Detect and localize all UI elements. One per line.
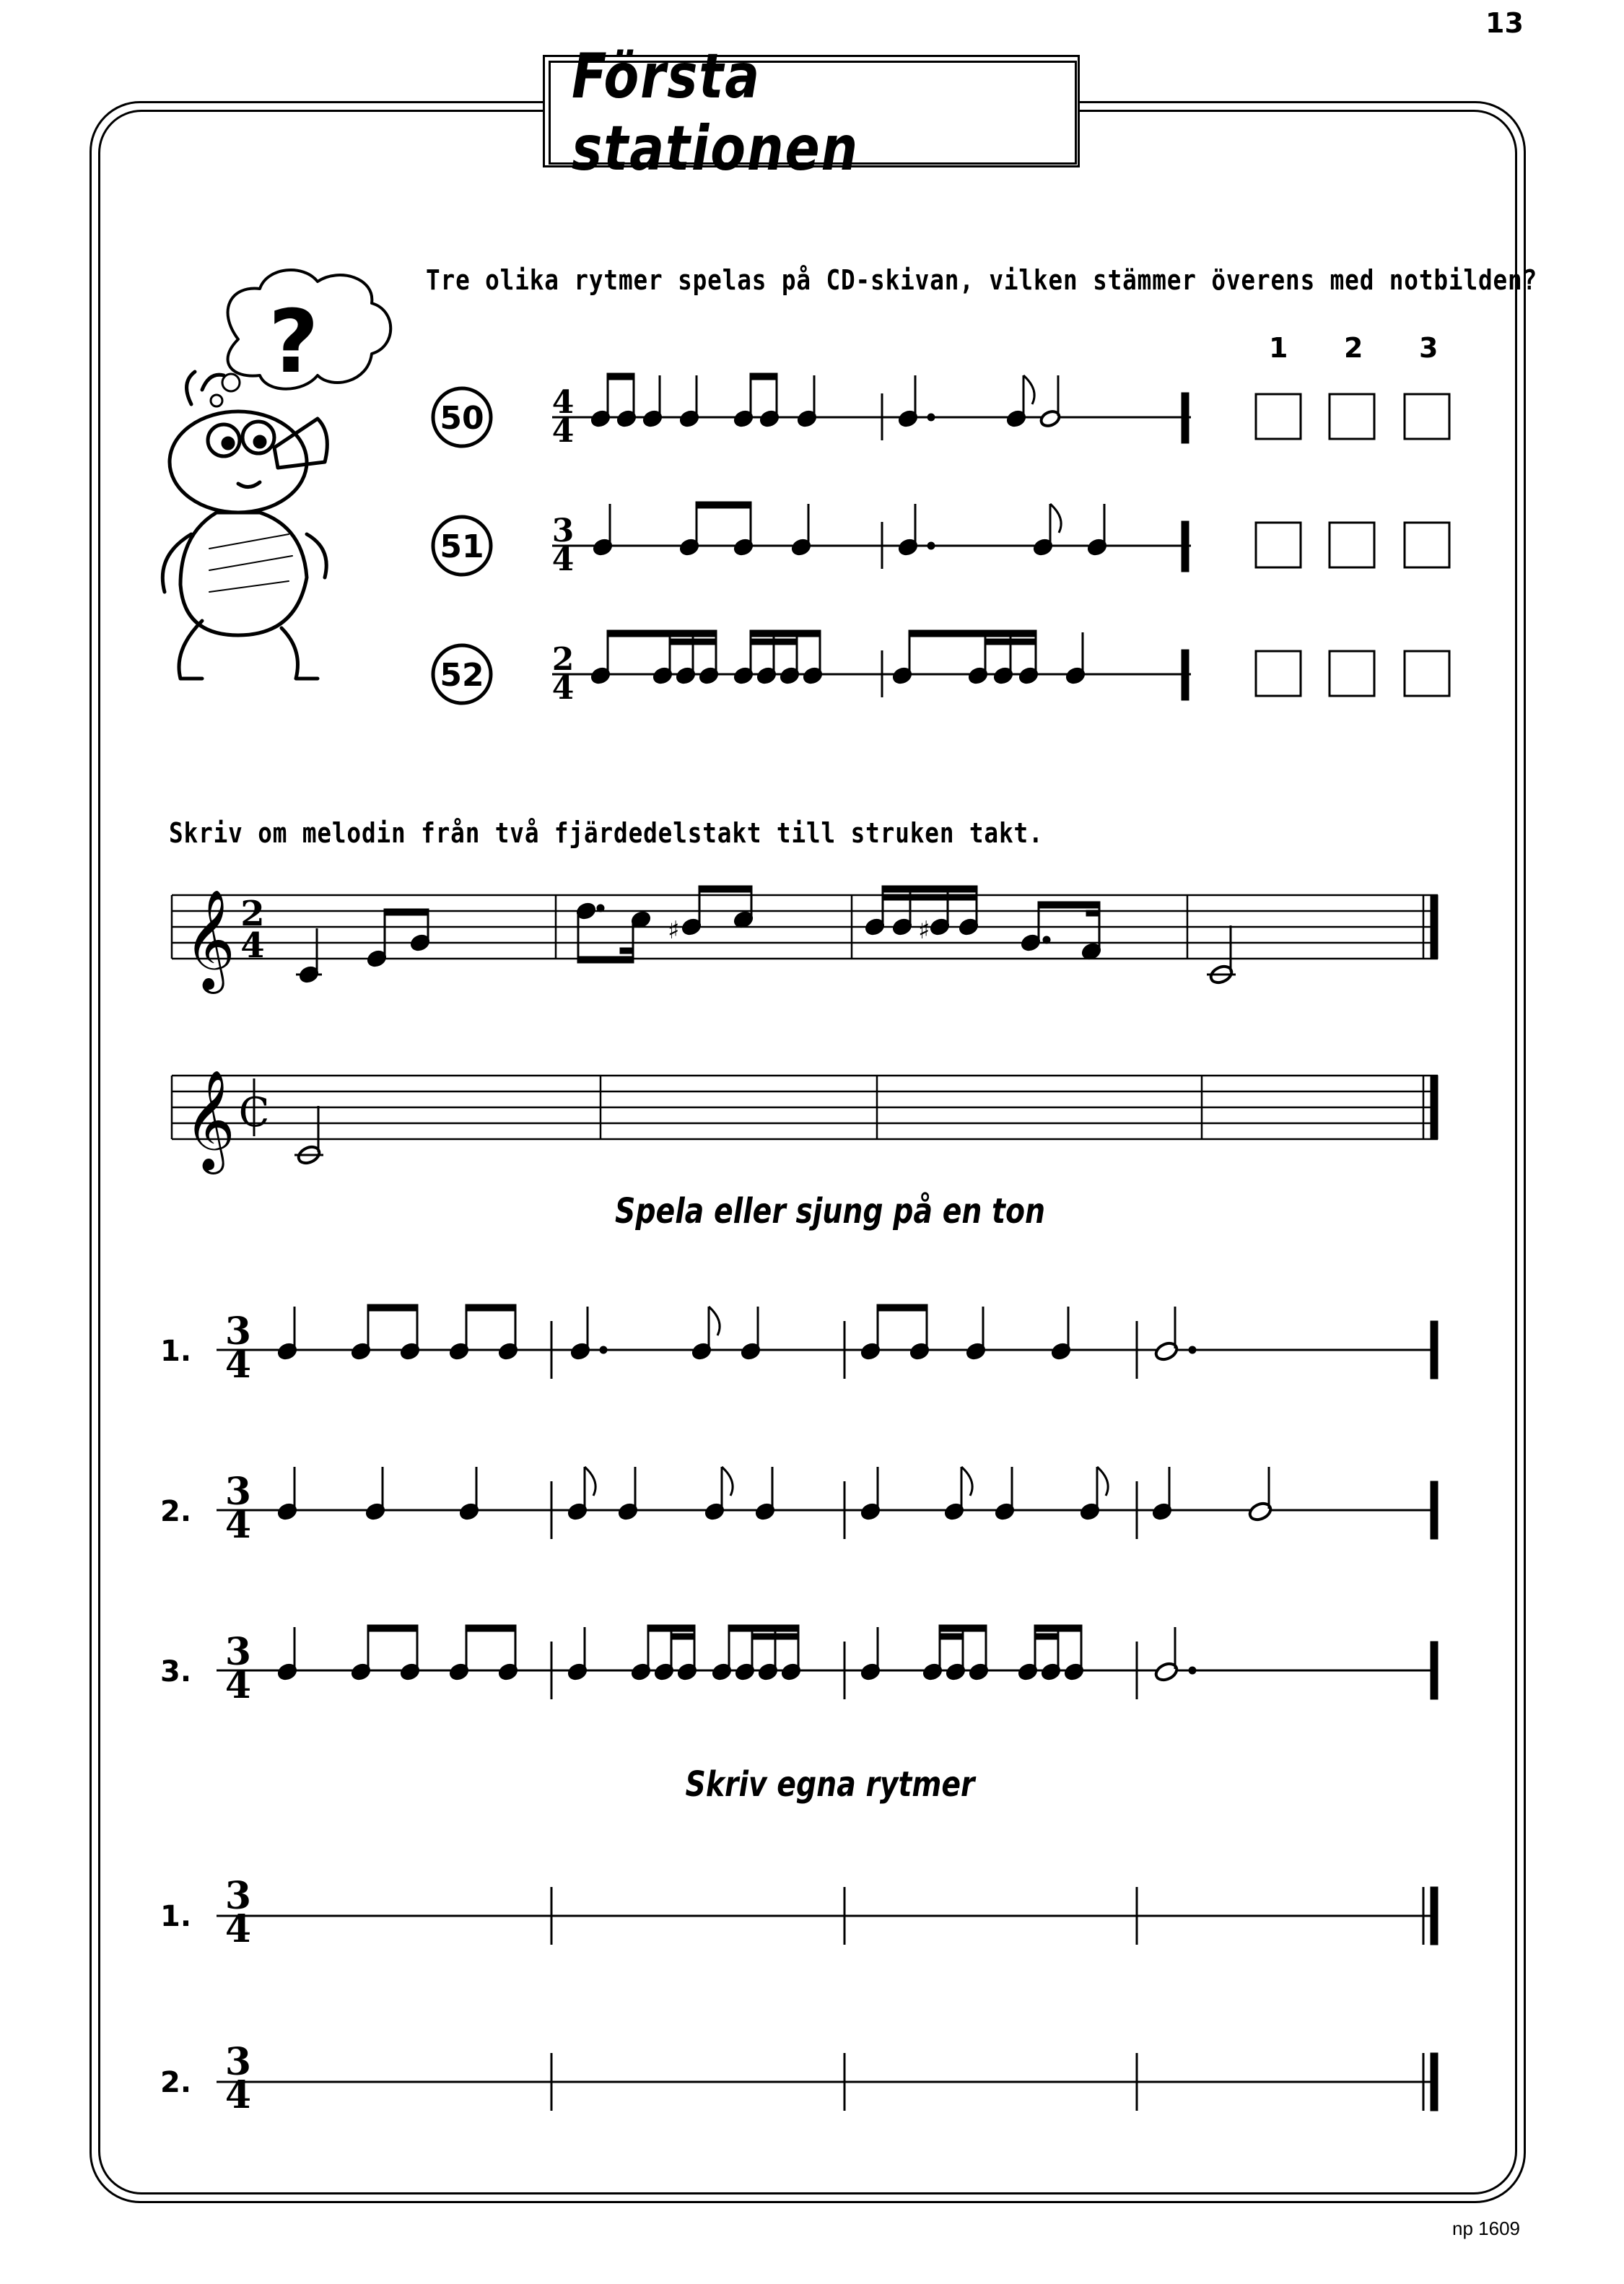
svg-text:3: 3 xyxy=(224,1470,252,1514)
track-number: 52 xyxy=(440,657,484,694)
svg-text:3: 3 xyxy=(224,1874,252,1918)
track-52 xyxy=(433,631,1449,707)
exercise2-instruction: Skriv om melodin från två fjärdedelstakt till struken takt. xyxy=(169,817,1044,849)
svg-text:3: 3 xyxy=(224,1630,252,1674)
svg-text:4: 4 xyxy=(551,384,575,421)
svg-text:3.: 3. xyxy=(160,1655,192,1688)
svg-text:3: 3 xyxy=(551,513,575,549)
track-number: 50 xyxy=(440,400,484,437)
treble-clef-icon: 𝄞 xyxy=(184,889,235,990)
svg-text:4: 4 xyxy=(224,1343,252,1387)
svg-text:2.: 2. xyxy=(160,1495,192,1528)
column-label-1: 1 xyxy=(1269,332,1288,364)
track-50 xyxy=(433,374,1449,450)
write-rows xyxy=(160,1874,1438,2117)
exercise1-question: Tre olika rytmer spelas på CD-skivan, vilken stämmer överens med notbilden? xyxy=(426,264,1538,296)
svg-text:2: 2 xyxy=(240,894,265,934)
svg-text:4: 4 xyxy=(224,2073,252,2117)
svg-text:?: ? xyxy=(269,292,319,393)
melody-staff xyxy=(172,886,1438,994)
svg-text:3: 3 xyxy=(224,2040,252,2084)
svg-text:2: 2 xyxy=(551,641,575,678)
svg-text:4: 4 xyxy=(224,1503,252,1547)
svg-text:4: 4 xyxy=(224,1663,252,1707)
column-label-2: 2 xyxy=(1344,332,1363,364)
answer-box-50-3 xyxy=(1405,394,1449,439)
svg-text:4: 4 xyxy=(551,670,575,707)
svg-text:1.: 1. xyxy=(160,1335,192,1368)
svg-text:4: 4 xyxy=(551,541,575,578)
page-title: Första stationen xyxy=(572,40,860,185)
svg-text:♯: ♯ xyxy=(918,916,930,945)
question-bug-icon xyxy=(162,270,390,679)
track-number: 51 xyxy=(440,528,484,565)
svg-text:𝄞: 𝄞 xyxy=(184,1070,235,1170)
play-rows xyxy=(160,1305,1438,1707)
svg-text:2.: 2. xyxy=(160,2066,192,2099)
page-number: 13 xyxy=(1485,7,1524,39)
write-section-heading: Skriv egna rytmer xyxy=(685,1764,975,1805)
svg-text:3: 3 xyxy=(224,1309,252,1354)
column-label-3: 3 xyxy=(1419,332,1439,364)
svg-text:C: C xyxy=(238,1089,270,1136)
footer-code: np 1609 xyxy=(1452,2218,1520,2239)
svg-text:4: 4 xyxy=(551,413,575,450)
svg-text:4: 4 xyxy=(240,925,265,966)
svg-text:4: 4 xyxy=(224,1907,252,1951)
answer-staff xyxy=(172,1070,1438,1174)
answer-box-50-2 xyxy=(1330,394,1374,439)
svg-text:1.: 1. xyxy=(160,1900,192,1933)
track-51 xyxy=(433,502,1449,578)
play-section-heading: Spela eller sjung på en ton xyxy=(614,1191,1046,1232)
svg-text:♯: ♯ xyxy=(668,916,680,945)
answer-box-50-1 xyxy=(1256,394,1301,439)
